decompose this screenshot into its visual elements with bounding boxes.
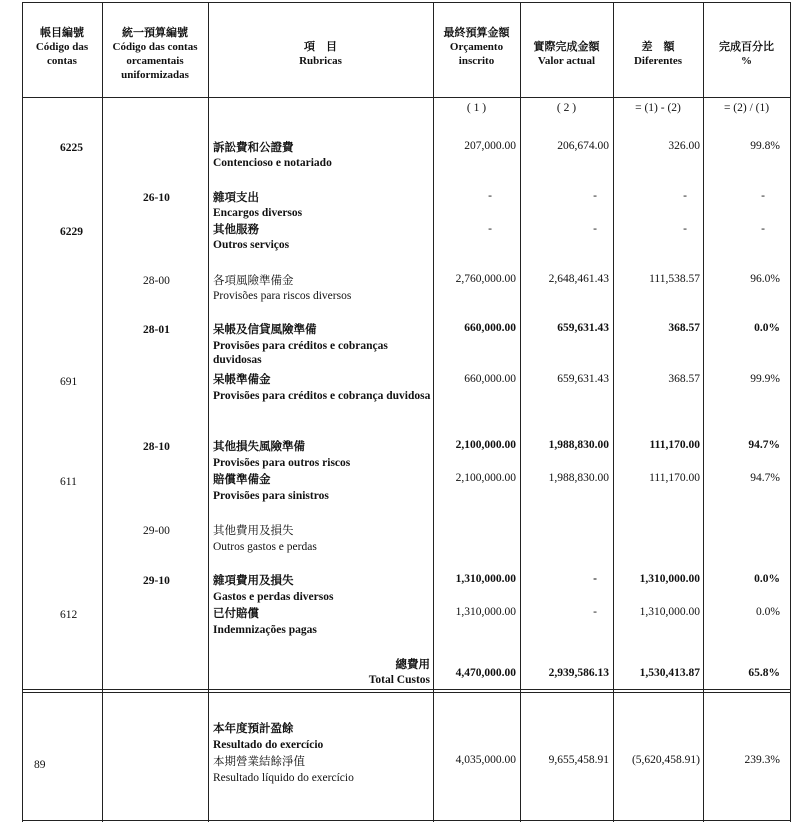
result-label-zh: 本年度預計盈餘 — [213, 723, 294, 735]
budget-value: 1,310,000.00 — [455, 573, 516, 585]
column-number: = (1) - (2) — [635, 102, 681, 114]
column-rule — [613, 2, 614, 822]
rubric-pt: Provisões para créditos e cobrança duvidosa — [213, 390, 431, 402]
actual-value: 1,988,830.00 — [548, 472, 609, 484]
pct-value: 99.8% — [750, 140, 780, 152]
top-rule — [22, 2, 790, 3]
column-rule — [22, 2, 23, 822]
rubric-zh: 各項風險準備金 — [213, 275, 294, 287]
diff-value: 1,310,000.00 — [639, 573, 700, 585]
header-actual: 實際完成金額 Valor actual — [533, 41, 600, 67]
budget-value: 207,000.00 — [464, 140, 516, 152]
total-rule-double — [22, 692, 790, 693]
rubric-pt: Encargos diversos — [213, 207, 303, 219]
rubric-zh: 其他服務 — [213, 224, 259, 236]
diff-value: - — [683, 190, 687, 202]
pct-value: 0.0% — [754, 573, 780, 585]
total-label-pt: Total Custos — [368, 674, 430, 686]
pct-value: 0.0% — [754, 322, 780, 334]
diff-value: 326.00 — [668, 140, 700, 152]
column-number: ( 1 ) — [466, 102, 487, 114]
rubric-zh: 其他損失風險準備 — [213, 441, 305, 453]
column-rule — [433, 2, 434, 822]
header-diff: 差 額 Diferentes — [633, 41, 683, 67]
column-rule — [102, 2, 103, 822]
total-actual: 2,939,586.13 — [548, 667, 609, 679]
unified-code: 28-00 — [143, 275, 170, 287]
rubric-pt: Outros serviços — [213, 239, 290, 251]
diff-value: 111,170.00 — [649, 439, 700, 451]
budget-value: - — [488, 223, 492, 235]
pct-value: 94.7% — [750, 472, 780, 484]
rubric-pt: Contencioso e notariado — [213, 157, 332, 169]
actual-value: 1,988,830.00 — [548, 439, 609, 451]
budget-value: - — [488, 190, 492, 202]
unified-code: 26-10 — [143, 192, 170, 204]
pct-value: 94.7% — [748, 439, 780, 451]
diff-value: 111,538.57 — [649, 273, 700, 285]
rubric-pt: Provisões para riscos diversos — [213, 290, 352, 302]
budget-value: 660,000.00 — [464, 322, 516, 334]
account-code: 611 — [60, 476, 77, 488]
actual-value: - — [593, 223, 597, 235]
rubric-pt: Provisões para sinistros — [213, 490, 329, 502]
column-rule — [520, 2, 521, 822]
header-code: 帳目編號 Código das contas — [35, 27, 89, 67]
rubric-zh: 呆帳準備金 — [213, 374, 271, 386]
header-rule — [22, 97, 790, 98]
header-pct: 完成百分比 % — [719, 41, 774, 67]
rubric-pt: Provisões para créditos e cobranças duvidosas — [213, 340, 388, 366]
rubric-zh: 訴訟費和公證費 — [213, 142, 294, 154]
header-budget: 最終預算金額 Orçamento inscrito — [443, 27, 510, 67]
rubric-pt: Gastos e perdas diversos — [213, 591, 334, 603]
unified-code: 28-01 — [143, 324, 170, 336]
account-code: 6225 — [60, 142, 83, 154]
net-result-label-zh: 本期營業結餘淨值 — [213, 756, 305, 768]
header-unified: 統一預算編號 Código das contas orcamentais uniformizadas — [112, 27, 198, 81]
column-number: = (2) / (1) — [723, 102, 770, 114]
budget-value: 1,310,000.00 — [455, 606, 516, 618]
rubric-zh: 已付賠償 — [213, 608, 259, 620]
account-code: 691 — [60, 376, 78, 388]
column-number: ( 2 ) — [556, 102, 577, 114]
rubric-zh: 賠償準備金 — [213, 474, 271, 486]
result-pct: 239.3% — [744, 754, 780, 766]
header-item: 項 目 Rubricas — [299, 41, 342, 67]
pct-value: 96.0% — [750, 273, 780, 285]
diff-value: 368.57 — [668, 322, 700, 334]
diff-value: - — [683, 223, 687, 235]
rubric-pt: Indemnizações pagas — [213, 624, 317, 636]
rubric-pt: Outros gastos e perdas — [213, 541, 317, 553]
budget-value: 2,760,000.00 — [455, 273, 516, 285]
actual-value: 206,674.00 — [557, 140, 609, 152]
budget-value: 660,000.00 — [464, 373, 516, 385]
result-label-pt: Resultado do exercício — [213, 739, 324, 751]
total-rule — [22, 689, 790, 690]
actual-value: - — [593, 606, 597, 618]
rubric-zh: 呆帳及信貸風險準備 — [213, 324, 317, 336]
account-code: 6229 — [60, 226, 83, 238]
result-budget: 4,035,000.00 — [455, 754, 516, 766]
pct-value: - — [761, 190, 765, 202]
unified-code: 28-10 — [143, 441, 170, 453]
diff-value: 111,170.00 — [649, 472, 700, 484]
rubric-zh: 其他費用及損失 — [213, 525, 294, 537]
result-actual: 9,655,458.91 — [548, 754, 609, 766]
rubric-zh: 雜項支出 — [213, 192, 259, 204]
budget-value: 2,100,000.00 — [455, 472, 516, 484]
column-rule — [703, 2, 704, 822]
total-pct: 65.8% — [748, 667, 780, 679]
column-rule — [208, 2, 209, 822]
result-diff: (5,620,458.91) — [631, 754, 700, 766]
unified-code: 29-10 — [143, 575, 170, 587]
bottom-rule — [22, 820, 790, 821]
rubric-zh: 雜項費用及損失 — [213, 575, 294, 587]
actual-value: 659,631.43 — [557, 322, 609, 334]
pct-value: - — [761, 223, 765, 235]
total-label-zh: 總費用 — [395, 659, 430, 671]
pct-value: 99.9% — [750, 373, 780, 385]
unified-code: 29-00 — [143, 525, 170, 537]
total-budget: 4,470,000.00 — [455, 667, 516, 679]
actual-value: 659,631.43 — [557, 373, 609, 385]
column-rule — [790, 2, 791, 822]
actual-value: 2,648,461.43 — [548, 273, 609, 285]
net-result-label-pt: Resultado líquido do exercício — [213, 772, 354, 784]
rubric-pt: Provisões para outros riscos — [213, 457, 351, 469]
pct-value: 0.0% — [756, 606, 780, 618]
account-code: 89 — [34, 759, 46, 771]
diff-value: 1,310,000.00 — [639, 606, 700, 618]
account-code: 612 — [60, 609, 78, 621]
budget-value: 2,100,000.00 — [455, 439, 516, 451]
actual-value: - — [593, 190, 597, 202]
diff-value: 368.57 — [668, 373, 700, 385]
actual-value: - — [593, 573, 597, 585]
total-diff: 1,530,413.87 — [639, 667, 700, 679]
